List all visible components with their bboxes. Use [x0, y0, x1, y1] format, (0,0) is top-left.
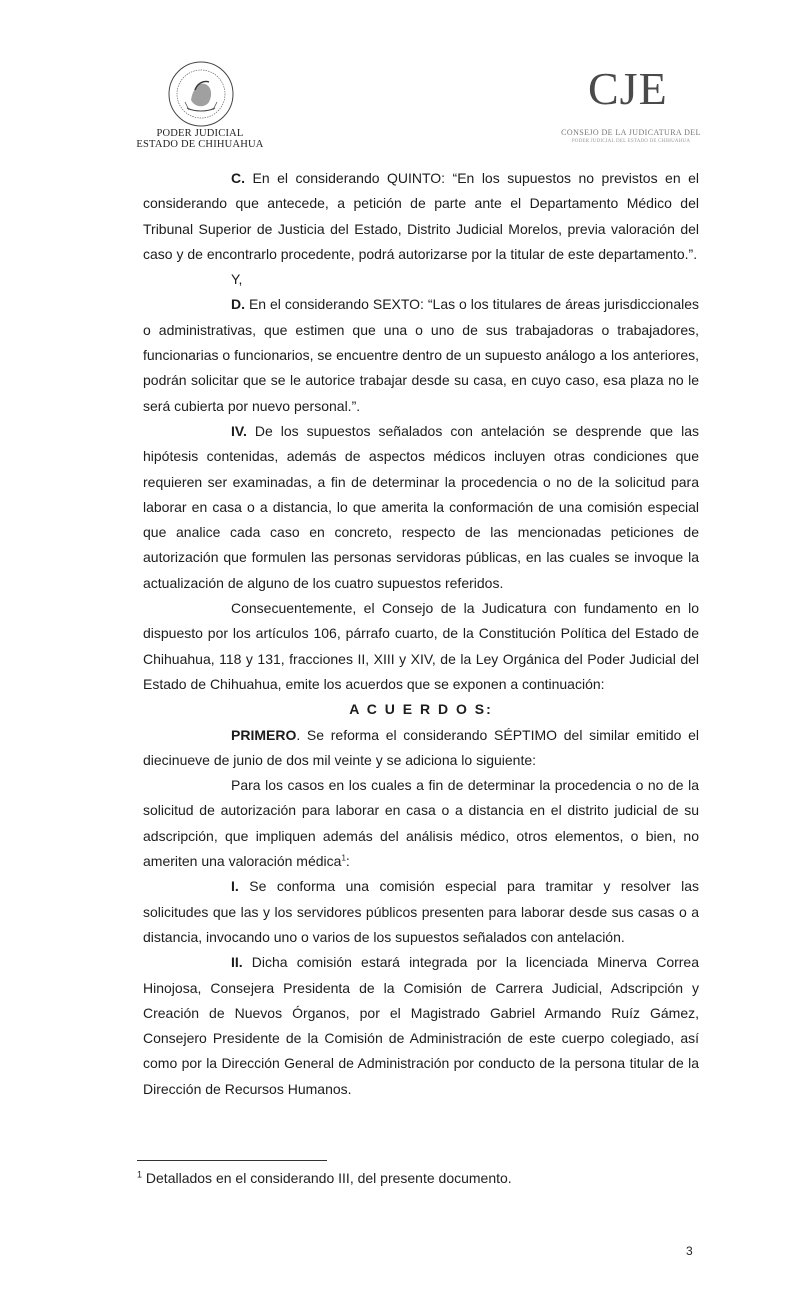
paragraph-c-text: En el considerando QUINTO: “En los supuestos no previstos en el considerando que antecede, a petición de parte ante el Departamento Médico del Tribunal Superior de Justicia del Estado, Distrito Judicial Morelos, previa valoración del caso y de encontrarlo procedente, podrá autorizarse por la titular de este departamento.”. [143, 170, 699, 262]
paragraph-ii [143, 950, 699, 1102]
paragraph-para-end: : [345, 853, 350, 870]
paragraph-ii-label: II. [231, 954, 243, 971]
footnote-ref: 1 [341, 853, 346, 863]
paragraph-primero-text: . Se reforma el considerando SÉPTIMO del similar emitido el diecinueve de junio de dos mil veinte y se adiciona lo siguiente: [143, 726, 699, 768]
cje-logo-line-1: CONSEJO DE LA JUDICATURA DEL [561, 128, 701, 137]
cje-logo: CJE [588, 63, 668, 114]
paragraph-iv [143, 419, 699, 596]
paragraph-d-label: D. [231, 296, 245, 313]
org-line-1: PODER JUDICIAL [156, 128, 244, 139]
footnote [137, 1170, 512, 1186]
document-body [143, 166, 699, 1102]
mexican-coat-of-arms-seal [165, 60, 237, 128]
paragraph-para-text: Para los casos en los cuales a fin de determinar la procedencia o no de la solicitud de autorización para laborar en casa o a distancia en el distrito judicial de su adscripción, que impliquen además del análisis médico, otros elementos, o bien, no ameriten una valoración médica [143, 777, 699, 870]
paragraph-c-label: C. [231, 170, 245, 186]
paragraph-para-los-casos [143, 773, 699, 874]
paragraph-i-label: I. [231, 878, 239, 895]
page-number: 3 [686, 1244, 693, 1258]
paragraph-i-text: Se conforma una comisión especial para tramitar y resolver las solicitudes que las y los servidores públicos presenten para laborar desde sus casas o a distancia, invocando uno o varios de los supuestos señalados con antelación. [143, 878, 699, 945]
paragraph-y: Y, [231, 271, 243, 288]
paragraph-d-text: En el considerando SEXTO: “Las o los titulares de áreas jurisdiccionales o administrativas, que estimen que una o uno de sus trabajadoras o trabajadores, funcionarias o funcionarios, se encuentre dentro de un supuesto análogo a los anteriores, podrán solicitar que se le autorice trabajar desde su casa, en cuyo caso, esa plaza no le será cubierta por nuevo personal.”. [143, 296, 699, 414]
paragraph-ii-text: Dicha comisión estará integrada por la licenciada Minerva Correa Hinojosa, Consejera Presidenta de la Comisión de Carrera Judicial, Adscripción y Creación de Nuevos Órganos, por el Magistrado Gabriel Armando Ruíz Gámez, Consejero Presidente de la Comisión de Administración de este cuerpo colegiado, así como por la Dirección General de Administración por conducto de la persona titular de la Dirección de Recursos Humanos. [143, 954, 699, 1097]
paragraph-primero [143, 723, 699, 774]
footnote-divider [137, 1160, 327, 1161]
paragraph-primero-label: PRIMERO [231, 726, 297, 743]
organization-name [120, 128, 280, 150]
paragraph-iv-label: IV. [231, 422, 247, 439]
acuerdos-heading: A C U E R D O S: [349, 701, 493, 718]
paragraph-c [143, 166, 699, 267]
cje-logo-line-2: PODER JUDICIAL DEL ESTADO DE CHIHUAHUA [571, 139, 691, 144]
paragraph-consecuentemente: Consecuentemente, el Consejo de la Judicatura con fundamento en lo dispuesto por los artículos 106, párrafo cuarto, de la Constitución Política del Estado de Chihuahua, 118 y 131, fracciones II, XIII y XIV, de la Ley Orgánica del Poder Judicial del Estado de Chihuahua, emite los acuerdos que se exponen a continuación: [143, 600, 699, 692]
org-line-2: ESTADO DE CHIHUAHUA [136, 139, 264, 150]
paragraph-i [143, 874, 699, 950]
paragraph-iv-text: De los supuestos señalados con antelación se desprende que las hipótesis contenidas, además de aspectos médicos incluyen otras condiciones que requieren ser examinadas, a fin de determinar la procedencia o no de la solicitud para laborar en casa o a distancia, lo que amerita la conformación de una comisión especial que analice cada caso en concreto, respecto de las mencionadas peticiones de autorización que formulen las personas servidoras públicas, en las cuales se invoque la actualización de alguno de los cuatro supuestos referidos. [143, 422, 699, 591]
footnote-text: Detallados en el considerando III, del presente documento. [142, 1170, 512, 1186]
paragraph-d [143, 292, 699, 418]
footnote-number: 1 [137, 1169, 143, 1180]
